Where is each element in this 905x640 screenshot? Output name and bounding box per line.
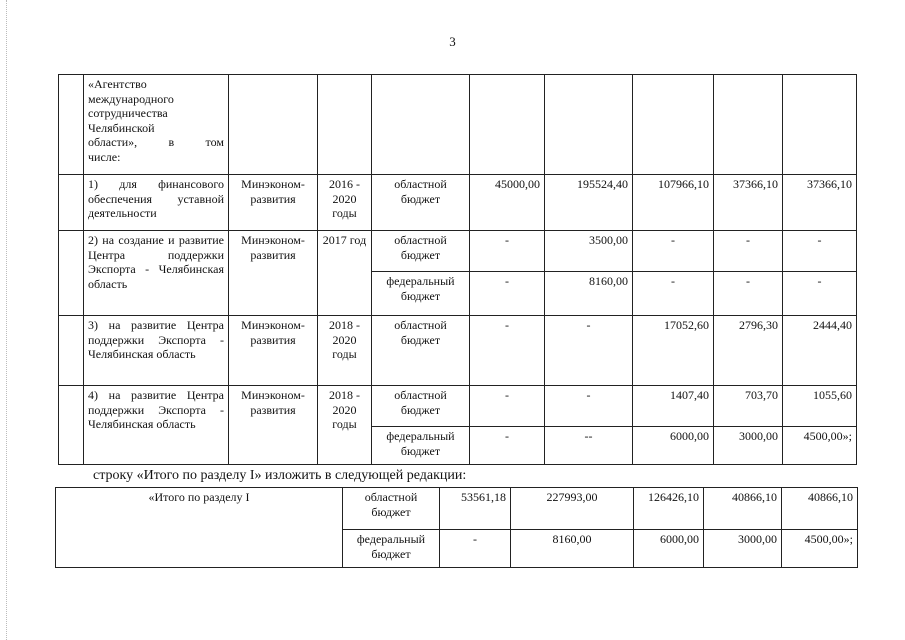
value-cell: - bbox=[470, 272, 545, 316]
budget-source: областной бюджет bbox=[372, 386, 470, 427]
table-row bbox=[59, 316, 857, 386]
table-row bbox=[56, 488, 858, 530]
value-cell: 17052,60 bbox=[633, 316, 714, 386]
value-cell: 195524,40 bbox=[545, 175, 633, 231]
executor: Минэконом-развития bbox=[229, 386, 318, 465]
section-total-label: «Итого по разделу I bbox=[56, 488, 343, 568]
activity-name: 1) для финансового обеспечения уставной деятельности bbox=[84, 175, 229, 231]
activity-name: 2) на создание и развитие Центра поддержки Экспорта - Челябинская область bbox=[84, 231, 229, 316]
value-cell: 45000,00 bbox=[470, 175, 545, 231]
budget-source: федеральный бюджет bbox=[372, 427, 470, 465]
value-cell: 2444,40 bbox=[783, 316, 857, 386]
budget-source: областной бюджет bbox=[372, 231, 470, 272]
table-row bbox=[59, 175, 857, 231]
value-cell: - bbox=[440, 530, 511, 568]
executor: Минэконом-развития bbox=[229, 175, 318, 231]
table-row-organization bbox=[59, 75, 857, 175]
org-line: области», в том bbox=[88, 135, 224, 149]
table-cell bbox=[470, 75, 545, 175]
table-cell bbox=[545, 75, 633, 175]
section-total-table bbox=[55, 487, 858, 568]
budget-source: федеральный бюджет bbox=[372, 272, 470, 316]
value-cell: 53561,18 bbox=[440, 488, 511, 530]
scan-margin-line bbox=[6, 0, 7, 640]
value-cell: 40866,10 bbox=[704, 488, 782, 530]
activity-name: 3) на развитие Центра поддержки Экспорта - Челябинская область bbox=[84, 316, 229, 386]
value-cell: - bbox=[470, 386, 545, 427]
table-cell bbox=[59, 316, 84, 386]
table-row bbox=[59, 386, 857, 427]
budget-source: областной бюджет bbox=[372, 316, 470, 386]
table-cell bbox=[59, 175, 84, 231]
value-cell: - bbox=[545, 316, 633, 386]
value-cell: 8160,00 bbox=[545, 272, 633, 316]
value-cell: 37366,10 bbox=[783, 175, 857, 231]
value-cell: 40866,10 bbox=[782, 488, 858, 530]
value-cell: 6000,00 bbox=[634, 530, 704, 568]
value-cell: 6000,00 bbox=[633, 427, 714, 465]
org-line: Челябинской bbox=[88, 120, 155, 135]
value-cell: - bbox=[470, 427, 545, 465]
value-cell: 37366,10 bbox=[714, 175, 783, 231]
value-cell: 227993,00 bbox=[511, 488, 634, 530]
value-cell: 703,70 bbox=[714, 386, 783, 427]
executor: Минэконом-развития bbox=[229, 231, 318, 316]
value-cell: - bbox=[714, 231, 783, 272]
value-cell: 107966,10 bbox=[633, 175, 714, 231]
value-cell: 126426,10 bbox=[634, 488, 704, 530]
table-cell bbox=[229, 75, 318, 175]
value-cell: 1055,60 bbox=[783, 386, 857, 427]
budget-source: областной бюджет bbox=[372, 175, 470, 231]
org-line: сотрудничества bbox=[88, 106, 168, 120]
value-cell: 3000,00 bbox=[714, 427, 783, 465]
value-cell: 3000,00 bbox=[704, 530, 782, 568]
page-number: 3 bbox=[449, 34, 456, 49]
table-cell bbox=[59, 231, 84, 316]
value-cell: 4500,00»; bbox=[783, 427, 857, 465]
value-cell: 4500,00»; bbox=[782, 530, 858, 568]
value-cell: - bbox=[470, 316, 545, 386]
table-cell bbox=[372, 75, 470, 175]
value-cell: - bbox=[783, 231, 857, 272]
value-cell: 8160,00 bbox=[511, 530, 634, 568]
value-cell: -- bbox=[545, 427, 633, 465]
table-cell bbox=[783, 75, 857, 175]
program-funding-table bbox=[58, 74, 857, 465]
table-cell bbox=[59, 386, 84, 465]
executor: Минэконом-развития bbox=[229, 316, 318, 386]
table-cell bbox=[633, 75, 714, 175]
years: 2018 - 2020 годы bbox=[318, 386, 372, 465]
value-cell: - bbox=[633, 231, 714, 272]
value-cell: 2796,30 bbox=[714, 316, 783, 386]
table-cell bbox=[318, 75, 372, 175]
activity-name: 4) на развитие Центра поддержки Экспорта - Челябинская область bbox=[84, 386, 229, 465]
organization-cell bbox=[84, 75, 229, 175]
table-cell bbox=[714, 75, 783, 175]
instruction-text: строку «Итого по разделу I» изложить в следующей редакции: bbox=[93, 468, 467, 483]
years: 2016 - 2020 годы bbox=[318, 175, 372, 231]
value-cell: 3500,00 bbox=[545, 231, 633, 272]
budget-source: федеральный бюджет bbox=[343, 530, 440, 568]
value-cell: - bbox=[783, 272, 857, 316]
value-cell: 1407,40 bbox=[633, 386, 714, 427]
value-cell: - bbox=[714, 272, 783, 316]
org-line: числе: bbox=[88, 149, 121, 164]
value-cell: - bbox=[633, 272, 714, 316]
org-line: международного bbox=[88, 91, 174, 106]
org-line: «Агентство bbox=[88, 77, 147, 91]
table-row bbox=[59, 231, 857, 272]
value-cell: - bbox=[470, 231, 545, 272]
years: 2017 год bbox=[318, 231, 372, 316]
years: 2018 - 2020 годы bbox=[318, 316, 372, 386]
table-cell bbox=[59, 75, 84, 175]
budget-source: областной бюджет bbox=[343, 488, 440, 530]
value-cell: - bbox=[545, 386, 633, 427]
